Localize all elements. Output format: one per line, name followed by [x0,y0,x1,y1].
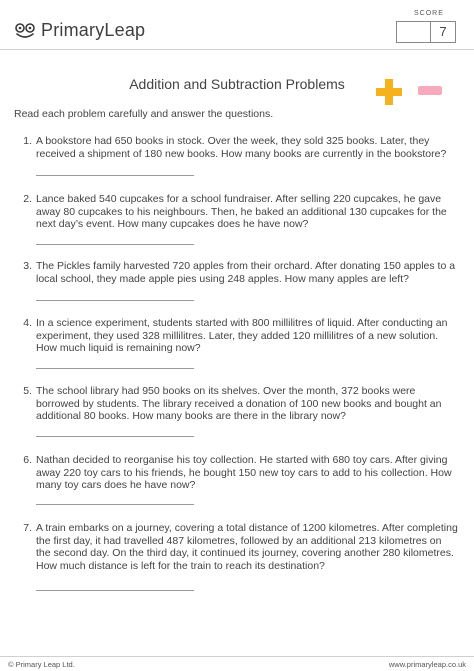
score-label: SCORE [414,10,444,17]
footer-website-link[interactable]: www.primaryleap.co.uk [388,660,466,669]
brand-logo[interactable] [14,20,145,41]
frog-logo-icon [14,23,36,39]
header-divider [0,49,474,50]
score-box [396,21,456,43]
question-number: 5. [23,385,32,397]
question-4 [18,317,458,355]
answer-line-5[interactable] [36,436,194,437]
plus-sign-icon [376,79,402,105]
question-text: The Pickles family harvested 720 apples from their orchard. After donating 150 apples to a local school, they made apple pies using 248 apples. How many apples are left? [36,260,456,285]
question-text: The school library had 950 books on its shelves. Over the month, 372 books were borrowed by students. The library received a donation of 100 new books and bought an additional 80 books. How many books are there in the library now? [36,385,442,422]
worksheet-title: Addition and Subtraction Problems [129,76,345,92]
question-6 [18,454,458,492]
question-7 [18,522,458,572]
instructions-text: Read each problem carefully and answer the questions. [14,108,274,120]
question-3 [18,260,458,285]
question-number: 3. [23,260,32,272]
question-number: 6. [23,454,32,466]
answer-line-2[interactable] [36,244,194,245]
question-1 [18,135,458,160]
question-number: 4. [23,317,32,329]
question-text: A train embarks on a journey, covering a total distance of 1200 kilometres. After completing the first day, it had travelled 487 kilometres, followed by an additional 213 kilometres on the second day. On the third day, it continued its journey, covering another 280 kilometres. How much distance is left for the train to reach its destination? [36,522,458,572]
score-total: 7 [439,24,447,39]
answer-line-6[interactable] [36,504,194,505]
question-number: 1. [23,135,32,147]
footer-divider [0,656,474,657]
footer-copyright: © Primary Leap Ltd. [8,660,75,669]
question-text: In a science experiment, students started with 800 millilitres of liquid. After conducting an experiment, they used 328 millilitres. Later, they added 120 millilitres of a new solution. How much liquid is remaining now? [36,317,448,354]
score-input-field[interactable] [397,22,431,42]
question-2 [18,193,458,231]
answer-line-4[interactable] [36,368,194,369]
question-text: A bookstore had 650 books in stock. Over the week, they sold 325 books. Later, they received a shipment of 180 new books. How many books are currently in the bookstore? [36,135,447,160]
brand-name: PrimaryLeap [41,20,146,40]
question-number: 7. [23,522,32,534]
answer-line-1[interactable] [36,175,194,176]
question-text: Nathan decided to reorganise his toy collection. He started with 680 toy cars. After giving away 220 toy cars to his friends, he bought 150 new toy cars to add to his collection. How many toy cars does he have now? [36,454,452,491]
answer-line-3[interactable] [36,300,194,301]
answer-line-7[interactable] [36,590,194,591]
minus-sign-icon [418,86,442,95]
question-number: 2. [23,193,32,205]
worksheet-header [0,0,474,58]
question-5 [18,385,458,423]
question-text: Lance baked 540 cupcakes for a school fundraiser. After selling 220 cupcakes, he gave away 80 cupcakes to his neighbours. Then, he baked an additional 130 cupcakes for the next day’s event. How many cupcakes does he have now? [36,193,447,230]
